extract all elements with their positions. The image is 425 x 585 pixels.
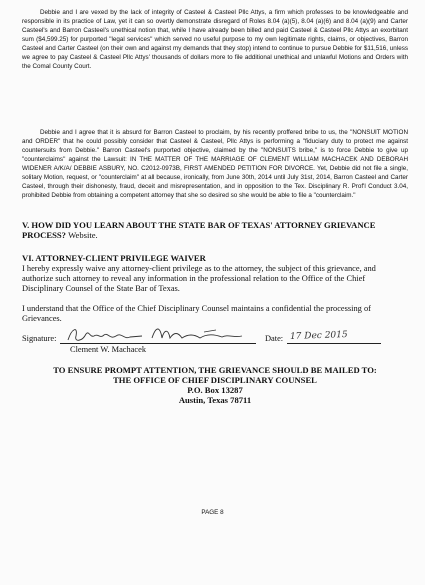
section-vi-heading: VI. ATTORNEY-CLIENT PRIVILEGE WAIVER bbox=[22, 253, 206, 263]
date-label: Date: bbox=[265, 334, 284, 343]
section-vi-body: I hereby expressly waive any attorney-client privilege as to the attorney, the subject of this grievance, and authorize such attorney to reveal any information in the professional relation to the Office of the Chief Disciplinary Counsel of the State Bar of Texas. bbox=[22, 264, 376, 293]
section-v-answer: Website. bbox=[68, 230, 98, 240]
mailing-instruction: TO ENSURE PROMPT ATTENTION, THE GRIEVANCE SHOULD BE MAILED TO: bbox=[53, 365, 377, 375]
section-v-heading bbox=[22, 220, 408, 240]
signer-name: Clement W. Machacek bbox=[70, 345, 147, 354]
mailing-city: Austin, Texas 78711 bbox=[178, 395, 252, 405]
mailing-po-box: P.O. Box 13287 bbox=[187, 385, 243, 395]
signature-label: Signature: bbox=[22, 334, 57, 343]
handwritten-date: 17 Dec 2015 bbox=[289, 329, 348, 343]
section-v-heading-text: V. HOW DID YOU LEARN ABOUT THE STATE BAR OF TEXAS' ATTORNEY GRIEVANCE PROCESS? bbox=[22, 220, 376, 240]
mailing-office: THE OFFICE OF CHIEF DISCIPLINARY COUNSEL bbox=[113, 375, 317, 385]
paragraph-nonsuit-bribe: Debbie and I agree that it is absurd for Barron Casteel to proclaim, by his recently proffered bribe to us, the "NONSUIT MOTION and ORDER" that he could possibly consider that Casteel & Casteel, Pllc Attys is performing a "fiduciary duty to protect me against countersuits from Debbie." Barron Casteel's purported objective, claimed by the "NONSUITS bribe," is to force Debbie to give up "counterclaims" against the Lawsuit: IN THE MATTER OF THE MARRIAGE OF CLEMENT WILLIAM MACHACEK AND DEBORAH WIDENER A/K/A/ DEBBIE ASBURY, NO. C2012-0973B, FIRST AMENDED PETITION FOR DIVORCE. Yet, Debbie did not file a single, solitary Motion, request, or "counterclaim" at all because, ironically, from June 30th, 2014 until July 31st, 2014, Barron Casteel and Carter Casteel, through their dishonesty, fraud, deceit and misrepresentation, and in opposition to the Tex. Disciplinary R. Prof'l Conduct 3.04, prohibited Debbie from obtaining a competent attorney that she so desired so she would be able to file a "counterclaim." bbox=[22, 129, 408, 199]
paragraph-integrity: Debbie and I are vexed by the lack of integrity of Casteel & Casteel Pllc Attys, a firm which professes to be knowledgeable and responsible in its practice of Law, yet it can so overtly demonstrate disregard of Roles 8.04 (a)(5), 8.04 (a)(6) and 8.04 (a)(9) and Carter Casteel's and Barron Casteel's unethical notion that, while I have already been billed and paid Casteel & Casteel Pllc Attys an exorbitant sum ($4,599.25) for purported "legal services" which served no useful purpose to my own legitimate rights, claims, or objectives, Barron Casteel and Carter Casteel (on their own and against my demands that they stop) intend to continue to pursue Debbie for $11,516, unless we agree to pay Casteel & Casteel Pllc Attys' thousands of dollars more to file additional unethical and unlawful Motions and Orders with the Comal County Court. bbox=[22, 9, 408, 70]
date-line bbox=[287, 343, 381, 344]
confidentiality-statement: I understand that the Office of the Chief Disciplinary Counsel maintains a confidential the processing of Grievances. bbox=[22, 304, 371, 323]
page-number: PAGE 8 bbox=[201, 509, 224, 516]
